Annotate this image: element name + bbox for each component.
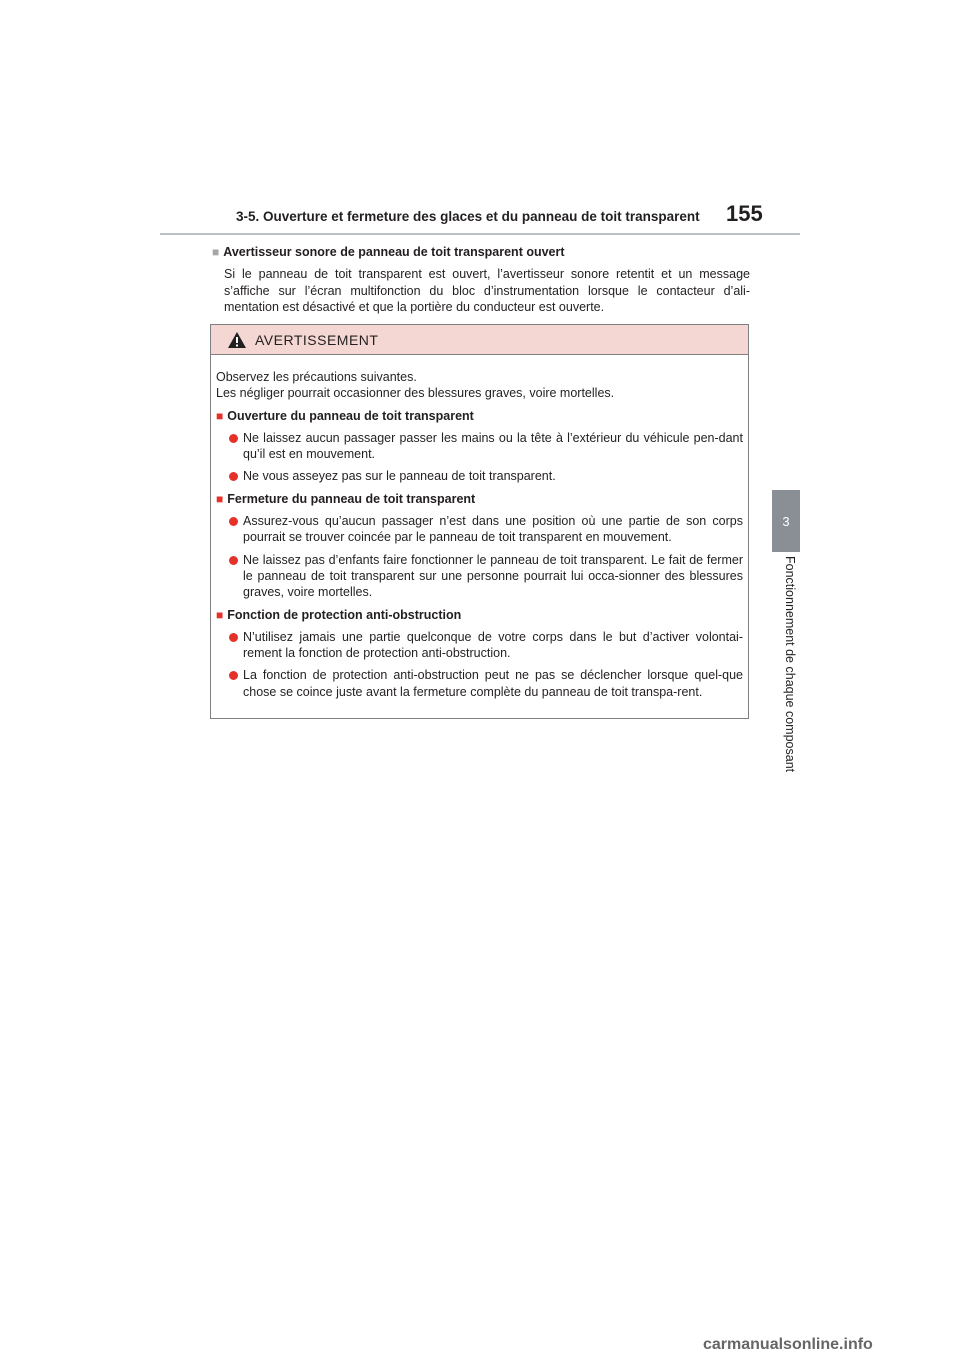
chapter-tab — [772, 490, 800, 552]
group-heading-text: Ouverture du panneau de toit transparent — [227, 408, 474, 423]
warning-bullet — [216, 629, 743, 662]
bullet-text: N’utilisez jamais une partie quelconque de votre corps dans le but d’activer volontai-rement la fonction de protection anti-obstruction. — [243, 629, 743, 661]
header-title: 3-5. Ouverture et fermeture des glaces et du panneau de toit transparent — [236, 209, 700, 224]
warning-bullet — [216, 513, 743, 546]
warning-triangle-icon — [227, 331, 247, 349]
group-heading-text: Fermeture du panneau de toit transparent — [227, 491, 476, 506]
bullet-text: Ne laissez aucun passager passer les mains ou la tête à l’extérieur du véhicule pen-dant qu’il est en mouvement. — [243, 430, 743, 462]
warning-bullet — [216, 552, 743, 601]
warning-header — [211, 325, 748, 355]
square-bullet-icon: ■ — [216, 607, 224, 622]
bullet-dot-icon — [229, 633, 238, 642]
warning-group-heading — [216, 607, 743, 623]
bullet-dot-icon — [229, 472, 238, 481]
header-divider — [160, 233, 800, 235]
warning-group-heading — [216, 408, 743, 424]
warning-box — [210, 324, 749, 719]
bullet-dot-icon — [229, 434, 238, 443]
bullet-text: Ne vous asseyez pas sur le panneau de toit transparent. — [243, 469, 556, 484]
warning-intro-line-1: Observez les précautions suivantes. — [216, 370, 417, 384]
section-heading-text: Avertisseur sonore de panneau de toit transparent ouvert — [223, 245, 565, 259]
bullet-text: Ne laissez pas d’enfants faire fonctionner le panneau de toit transparent. Le fait de fermer le panneau de toit transparent sur une personne pourrait lui occa-sionner des blessures graves, voire mortelles. — [243, 552, 743, 600]
warning-bullet — [216, 667, 743, 700]
section-heading — [212, 244, 750, 261]
square-bullet-icon: ■ — [212, 245, 220, 259]
bullet-dot-icon — [229, 671, 238, 680]
bullet-text: La fonction de protection anti-obstruction peut ne pas se déclencher lorsque quel-que chose se coince juste avant la fermeture complète du panneau de toit transpa-rent. — [243, 668, 743, 699]
warning-group-heading — [216, 491, 743, 507]
page-number: 155 — [726, 201, 763, 226]
warning-title: AVERTISSEMENT — [255, 331, 379, 348]
group-heading-text: Fonction de protection anti-obstruction — [227, 607, 462, 622]
chapter-label: Fonctionnement de chaque composant — [783, 556, 797, 773]
footer-watermark: carmanualsonline.info — [703, 1336, 873, 1353]
warning-intro — [216, 369, 743, 402]
bullet-dot-icon — [229, 517, 238, 526]
warning-bullet — [216, 430, 743, 463]
section-sunroof-buzzer — [212, 244, 750, 316]
warning-body — [211, 355, 748, 700]
chapter-number: 3 — [782, 513, 790, 529]
square-bullet-icon: ■ — [216, 491, 224, 506]
warning-bullet — [216, 468, 743, 484]
bullet-dot-icon — [229, 556, 238, 565]
section-body: Si le panneau de toit transparent est ouvert, l’avertisseur sonore retentit et un message s’affiche sur l’écran multifonction du bloc d’instrumentation lorsque le contacteur d’ali-mentation est désactivé et que la portière du conducteur est ouverte. — [224, 267, 750, 314]
square-bullet-icon: ■ — [216, 408, 224, 423]
bullet-text: Assurez-vous qu’aucun passager n’est dans une position où une partie de son corps pourrait se trouver coincée par le panneau de toit transparent en mouvement. — [243, 514, 743, 545]
warning-intro-line-2: Les négliger pourrait occasionner des blessures graves, voire mortelles. — [216, 386, 615, 401]
